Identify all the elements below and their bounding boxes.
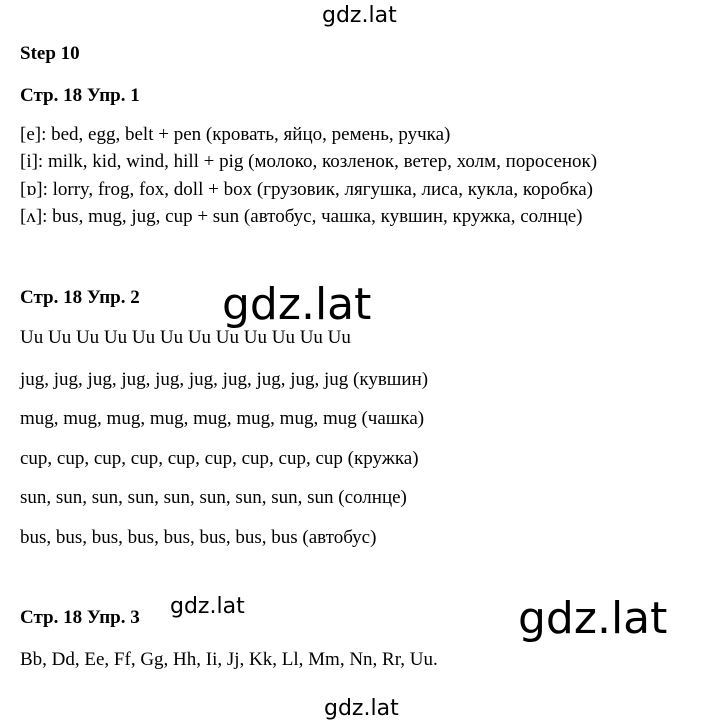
watermark-right: gdz.lat [518, 593, 668, 644]
ex2-line-3: mug, mug, mug, mug, mug, mug, mug, mug (чашка) [20, 408, 425, 429]
ex1-line-3: [ɒ]: lorry, frog, fox, doll + box (грузовик, лягушка, лиса, кукла, коробка) [20, 179, 593, 200]
ex3-heading: Стр. 18 Упр. 3 [20, 607, 140, 628]
ex3-line-1: Bb, Dd, Ee, Ff, Gg, Hh, Ii, Jj, Kk, Ll, Mm, Nn, Rr, Uu. [20, 649, 438, 670]
watermark-top: gdz.lat [322, 3, 397, 28]
ex1-line-4: [ʌ]: bus, mug, jug, cup + sun (автобус, чашка, кувшин, кружка, солнце) [20, 206, 583, 227]
watermark-middle: gdz.lat [222, 279, 372, 330]
watermark-bottom: gdz.lat [324, 696, 399, 721]
ex2-line-1: Uu Uu Uu Uu Uu Uu Uu Uu Uu Uu Uu Uu [20, 327, 351, 348]
ex1-heading: Стр. 18 Упр. 1 [20, 85, 140, 106]
watermark-inline: gdz.lat [170, 594, 245, 619]
ex1-line-1: [e]: bed, egg, belt + pen (кровать, яйцо, ремень, ручка) [20, 124, 451, 145]
ex2-line-2: jug, jug, jug, jug, jug, jug, jug, jug, jug, jug (кувшин) [20, 369, 429, 390]
step-title: Step 10 [20, 43, 80, 64]
ex2-heading: Стр. 18 Упр. 2 [20, 287, 140, 308]
ex2-line-6: bus, bus, bus, bus, bus, bus, bus, bus (автобус) [20, 527, 377, 548]
ex2-line-5: sun, sun, sun, sun, sun, sun, sun, sun, sun (солнце) [20, 487, 407, 508]
ex1-line-2: [i]: milk, kid, wind, hill + pig (молоко, козленок, ветер, холм, поросенок) [20, 151, 598, 172]
ex2-line-4: cup, cup, cup, cup, cup, cup, cup, cup, cup (кружка) [20, 448, 419, 469]
